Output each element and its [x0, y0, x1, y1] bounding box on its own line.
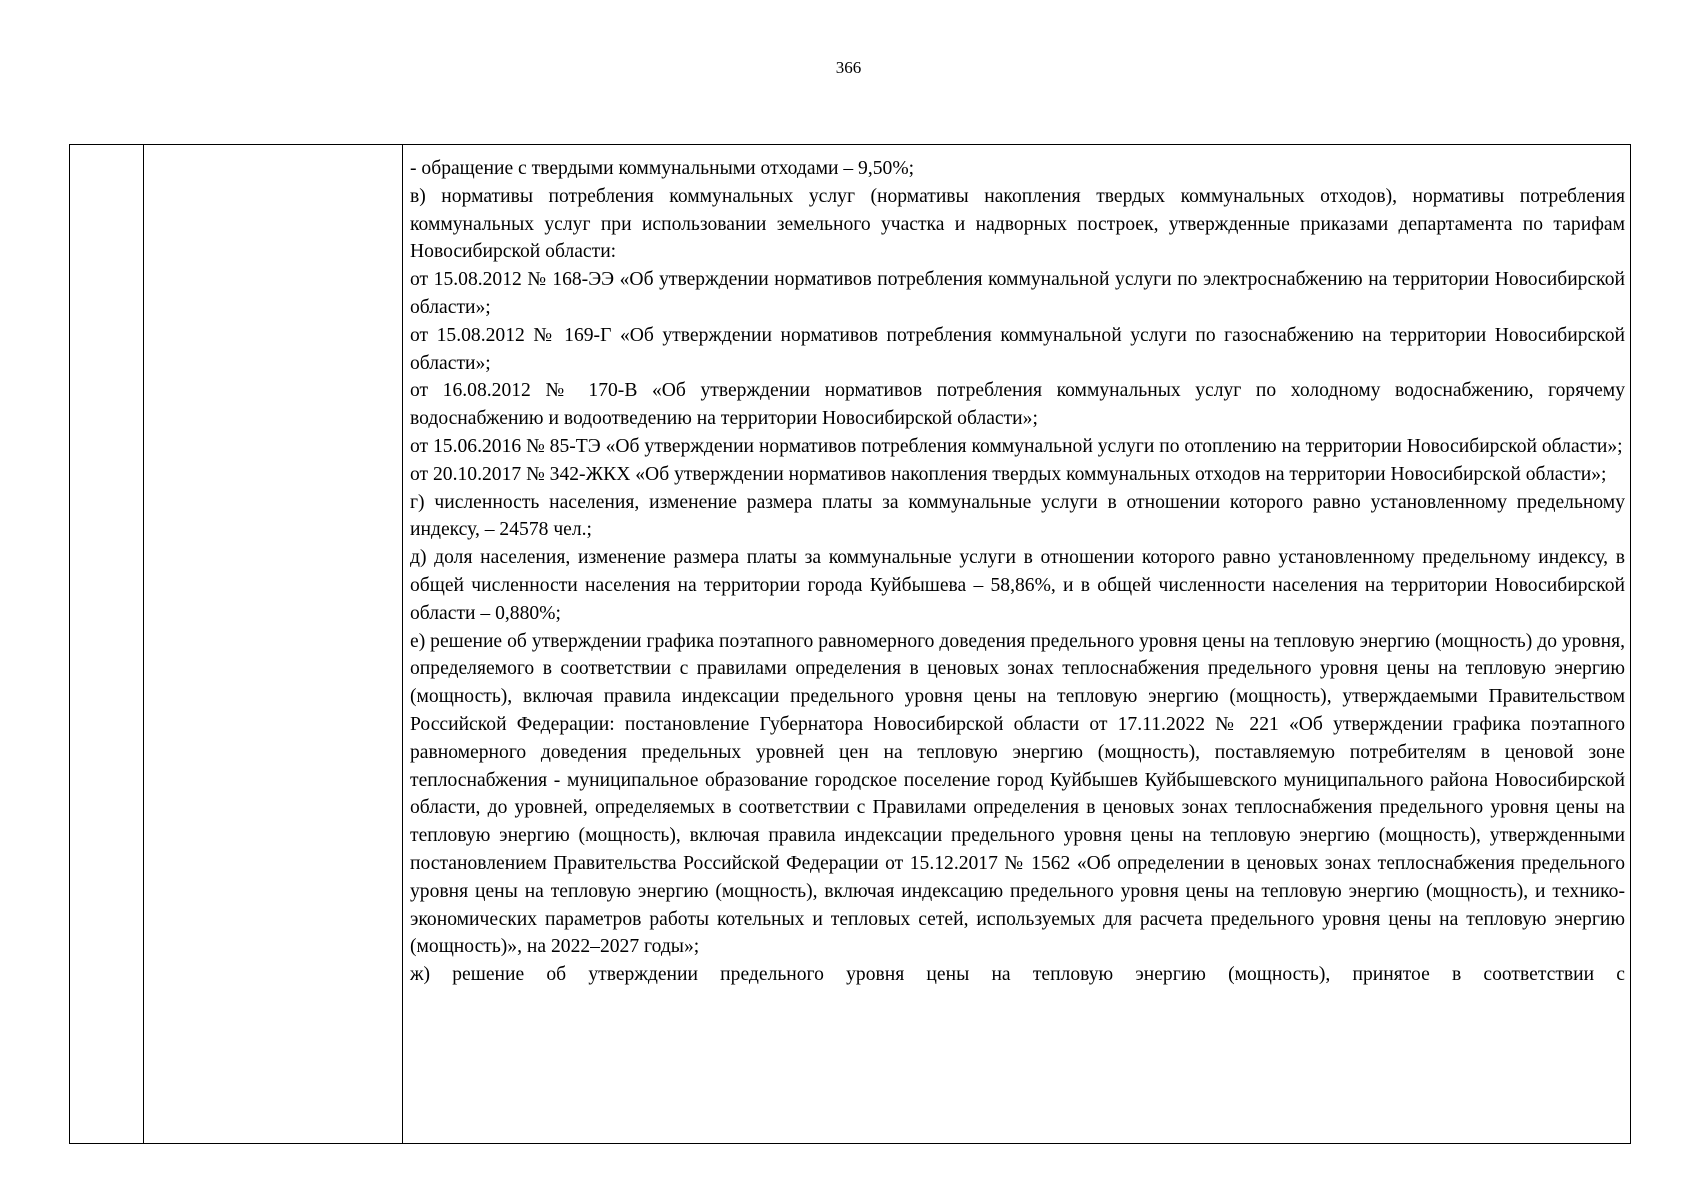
- table-cell-content: [403, 145, 1631, 1144]
- paragraph-item-d: д) доля населения, изменение размера платы за коммунальные услуги в отношении которого равно установленному предельному индексу, в общей численности населения на территории города Куйбышева – 58,86%, и в общей численности населения на территории Новосибирской области – 0,880%;: [410, 547, 1625, 624]
- cell-content-text: [403, 145, 1630, 989]
- paragraph-order-169: от 15.08.2012 № 169-Г «Об утверждении нормативов потребления коммунальной услуги по газоснабжению на территории Новосибирской области»;: [410, 324, 1625, 374]
- document-table: [69, 144, 1631, 1144]
- table-row: [70, 145, 1631, 1144]
- paragraph-order-342: от 20.10.2017 № 342-ЖКХ «Об утверждении нормативов накопления твердых коммунальных отходов на территории Новосибирской области»;: [410, 463, 1607, 485]
- paragraph-item-zh: ж) решение об утверждении предельного уровня цены на тепловую энергию (мощность), принятое в соответствии с: [410, 964, 1625, 986]
- paragraph-order-170: от 16.08.2012 № 170-В «Об утверждении нормативов потребления коммунальных услуг по холодному водоснабжению, горячему водоснабжению и водоотведению на территории Новосибирской области»;: [410, 380, 1625, 430]
- paragraph-waste-rate: - обращение с твердыми коммунальными отходами – 9,50%;: [410, 158, 915, 179]
- paragraph-item-g: г) численность населения, изменение размера платы за коммунальные услуги в отношении которого равно установленному предельному индексу, – 24578 чел.;: [410, 491, 1625, 541]
- paragraph-item-e: е) решение об утверждении графика поэтапного равномерного доведения предельного уровня цены на тепловую энергию (мощность) до уровня, определяемого в соответствии с правилами определения в ценовых зонах теплоснабжения предельного уровня цены на тепловую энергию (мощность), включая правила индексации предельного уровня цены на тепловую энергию (мощность), утверждаемыми Правительством Российской Федерации: постановление Губернатора Новосибирской области от 17.11.2022 № 221 «Об утверждении графика поэтапного равномерного доведения предельных уровней цен на тепловую энергию (мощность), поставляемую потребителям в ценовой зоне теплоснабжения - муниципальное образование городское поселение город Куйбышев Куйбышевского муниципального района Новосибирской области, до уровней, определяемых в соответствии с Правилами определения в ценовых зонах теплоснабжения предельного уровня цены на тепловую энергию (мощность), включая правила индексации предельного уровня цены на тепловую энергию (мощность), утвержденными постановлением Правительства Российской Федерации от 15.12.2017 № 1562 «Об определении в ценовых зонах теплоснабжения предельного уровня цены на тепловую энергию (мощность), включая индексацию предельного уровня цены на тепловую энергию (мощность), и технико-экономических параметров работы котельных и тепловых сетей, используемых для расчета предельного уровня цены на тепловую энергию (мощность)», на 2022–2027 годы»;: [410, 630, 1625, 958]
- paragraph-order-168: от 15.08.2012 № 168-ЭЭ «Об утверждении нормативов потребления коммунальной услуги по электроснабжению на территории Новосибирской области»;: [410, 269, 1625, 318]
- table-cell-number: [70, 145, 144, 1144]
- page-number: 366: [835, 58, 862, 77]
- paragraph-order-85: от 15.06.2016 № 85-ТЭ «Об утверждении нормативов потребления коммунальной услуги по отоплению на территории Новосибирской области»;: [410, 435, 1623, 457]
- table-cell-name: [144, 145, 403, 1144]
- paragraph-item-v: в) нормативы потребления коммунальных услуг (нормативы накопления твердых коммунальных отходов), нормативы потребления коммунальных услуг при использовании земельного участка и надворных построек, утвержденные приказами департамента по тарифам Новосибирской области:: [410, 185, 1625, 263]
